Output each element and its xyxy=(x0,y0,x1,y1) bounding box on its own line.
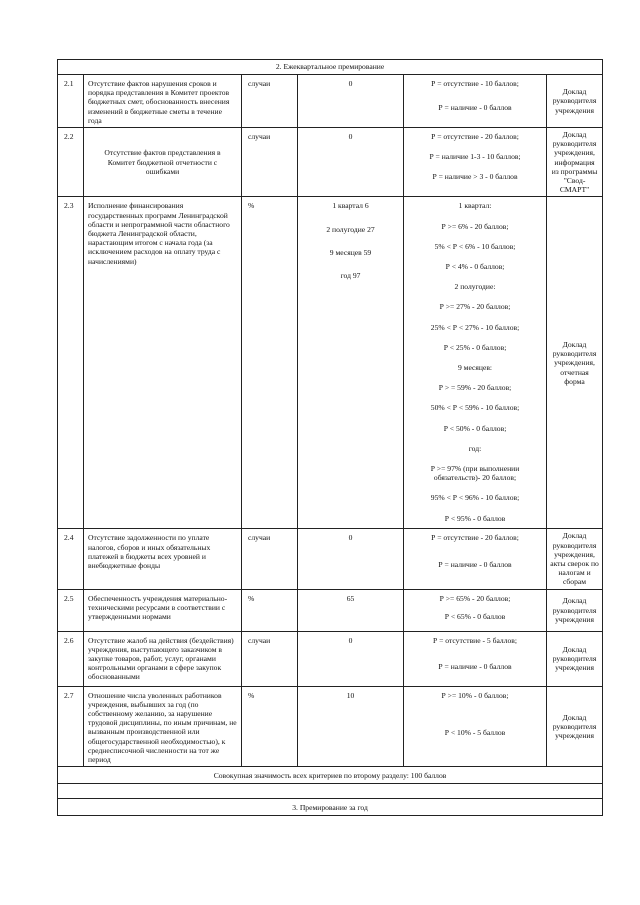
value-cell xyxy=(298,589,404,631)
section-3-title: 3. Премирование за год xyxy=(58,799,603,816)
unit-cell: % xyxy=(242,197,298,529)
scoring-line: Р >= 97% (при выполнении обязательств)- 20 баллов; xyxy=(430,464,520,483)
row-number: 2.3 xyxy=(58,197,84,529)
table-row xyxy=(58,631,603,686)
source-cell: Доклад руководителя учреждения xyxy=(547,631,603,686)
scoring-line: Р < 25% - 0 баллов; xyxy=(443,342,507,352)
value-line: 2 полугодие 27 xyxy=(326,224,375,234)
value-cell xyxy=(298,75,404,128)
scoring-line: Р >= 65% - 20 баллов; xyxy=(439,593,511,603)
value-line: 0 xyxy=(348,533,353,543)
scoring-line: Р < 95% - 0 баллов xyxy=(444,513,506,523)
total-text: Совокупная значимость всех критериев по второму разделу: 100 баллов xyxy=(58,767,603,784)
source-cell: Доклад руководителя учреждения xyxy=(547,686,603,767)
blank-row xyxy=(58,784,603,799)
scoring-line: Р < 4% - 0 баллов; xyxy=(445,262,505,272)
scoring-cell xyxy=(404,128,547,197)
criterion-text: Обеспеченность учреждения материально-техническими ресурсами в соответствии с утвержденными нормами xyxy=(84,589,242,631)
source-cell: Доклад руководителя учреждения xyxy=(547,75,603,128)
scoring-line: Р < 50% - 0 баллов; xyxy=(443,423,507,433)
value-cell xyxy=(298,128,404,197)
scoring-line: 95% < Р < 96% - 10 баллов; xyxy=(430,493,520,503)
source-cell: Доклад руководителя учреждения, информация из программы "Свод-СМАРТ" xyxy=(547,128,603,197)
table-row xyxy=(58,686,603,767)
value-line: 65 xyxy=(346,593,355,603)
unit-cell: случаи xyxy=(242,631,298,686)
scoring-line: Р < 10% - 5 баллов xyxy=(444,727,506,737)
scoring-cell xyxy=(404,75,547,128)
scoring-cell xyxy=(404,197,547,529)
scoring-line: 25% < Р < 27% - 10 баллов; xyxy=(430,322,520,332)
row-number: 2.5 xyxy=(58,589,84,631)
criteria-table xyxy=(57,59,603,816)
source-cell: Доклад руководителя учреждения, отчетная форма xyxy=(547,197,603,529)
value-line: 0 xyxy=(348,635,353,645)
value-line: 9 месяцев 59 xyxy=(329,247,372,257)
scoring-line: Р = отсутствие - 20 баллов; xyxy=(431,533,519,543)
scoring-cell xyxy=(404,529,547,589)
criterion-text: Отсутствие задолженности по уплате налогов, сборов и иных обязательных платежей в бюджеты всех уровней и внебюджетные фонды xyxy=(84,529,242,589)
row-number: 2.2 xyxy=(58,128,84,197)
value-cell xyxy=(298,529,404,589)
scoring-line: 1 квартал: xyxy=(458,201,492,211)
section-2-header-row xyxy=(58,60,603,75)
value-line: год 97 xyxy=(340,271,361,281)
criterion-text: Исполнение финансирования государственных программ Ленинградской области и непрограммной части областного бюджета Ленинградской области, нарастающим итогом с начала года (за исключением расходов на оплату труда с начислениями) xyxy=(84,197,242,529)
scoring-line: год: xyxy=(468,443,482,453)
value-line: 10 xyxy=(346,690,355,700)
scoring-line: 9 месяцев: xyxy=(457,363,493,373)
row-number: 2.7 xyxy=(58,686,84,767)
unit-cell: % xyxy=(242,686,298,767)
scoring-line: Р >= 10% - 0 баллов; xyxy=(441,690,509,700)
row-number: 2.6 xyxy=(58,631,84,686)
criterion-text: Отсутствие жалоб на действия (бездействия) учреждения, выступающего заказчиком в закупке товаров, работ, услуг, органами контрольными органами в сфере закупок обоснованными xyxy=(84,631,242,686)
scoring-line: Р > = 59% - 20 баллов; xyxy=(438,383,512,393)
scoring-line: Р = наличие - 0 баллов xyxy=(438,103,512,113)
criterion-text: Отсутствие фактов нарушения сроков и порядка представления в Комитет проектов бюджетных смет, обоснованность внесения изменений в бюджетные сметы в течение года xyxy=(84,75,242,128)
scoring-cell xyxy=(404,589,547,631)
scoring-cell xyxy=(404,686,547,767)
scoring-line: 5% < Р < 6% - 10 баллов; xyxy=(434,241,516,251)
value-cell xyxy=(298,197,404,529)
source-cell: Доклад руководителя учреждения, акты сверок по налогам и сборам xyxy=(547,529,603,589)
unit-cell: % xyxy=(242,589,298,631)
blank-cell xyxy=(58,784,603,799)
source-cell: Доклад руководителя учреждения xyxy=(547,589,603,631)
scoring-line: Р = наличие 1-3 - 10 баллов; xyxy=(429,152,521,162)
table-row xyxy=(58,75,603,128)
row-number: 2.4 xyxy=(58,529,84,589)
table-row xyxy=(58,197,603,529)
scoring-cell xyxy=(404,631,547,686)
scoring-line: Р = наличие - 0 баллов xyxy=(438,661,512,671)
criterion-text: Отношение числа уволенных работников учреждения, выбывших за год (по собственному желанию, за нарушение трудовой дисциплины, по иным причинам, не вызванным производственной или общегосударственной необходимостью), к среднесписочной численности на тот же период xyxy=(84,686,242,767)
scoring-line: 2 полугодие: xyxy=(454,282,496,292)
value-line: 0 xyxy=(348,79,353,88)
table-row xyxy=(58,589,603,631)
scoring-line: Р >= 6% - 20 баллов; xyxy=(441,221,509,231)
value-cell xyxy=(298,631,404,686)
value-line: 1 квартал 6 xyxy=(332,201,369,211)
section-2-title: 2. Ежеквартальное премирование xyxy=(58,60,603,75)
scoring-line: 50% < Р < 59% - 10 баллов; xyxy=(430,403,520,413)
value-line: 0 xyxy=(348,132,353,142)
section-3-header-row xyxy=(58,799,603,816)
total-row xyxy=(58,767,603,784)
table-row xyxy=(58,128,603,197)
table-row xyxy=(58,529,603,589)
unit-cell: случаи xyxy=(242,128,298,197)
scoring-line: Р = отсутствие - 20 баллов; xyxy=(431,132,519,142)
unit-cell: случаи xyxy=(242,75,298,128)
scoring-line: Р >= 27% - 20 баллов; xyxy=(439,302,511,312)
scoring-line: Р = наличие > 3 - 0 баллов xyxy=(432,172,518,182)
scoring-line: Р = отсутствие - 10 баллов; xyxy=(431,79,519,88)
criterion-text: Отсутствие фактов представления в Комитет бюджетной отчетности с ошибками xyxy=(84,128,242,197)
scoring-line: Р = наличие - 0 баллов xyxy=(438,559,512,569)
scoring-line: Р < 65% - 0 баллов xyxy=(444,611,506,621)
scoring-line: Р = отсутствие - 5 баллов; xyxy=(433,635,517,645)
unit-cell: случаи xyxy=(242,529,298,589)
row-number: 2.1 xyxy=(58,75,84,128)
value-cell xyxy=(298,686,404,767)
